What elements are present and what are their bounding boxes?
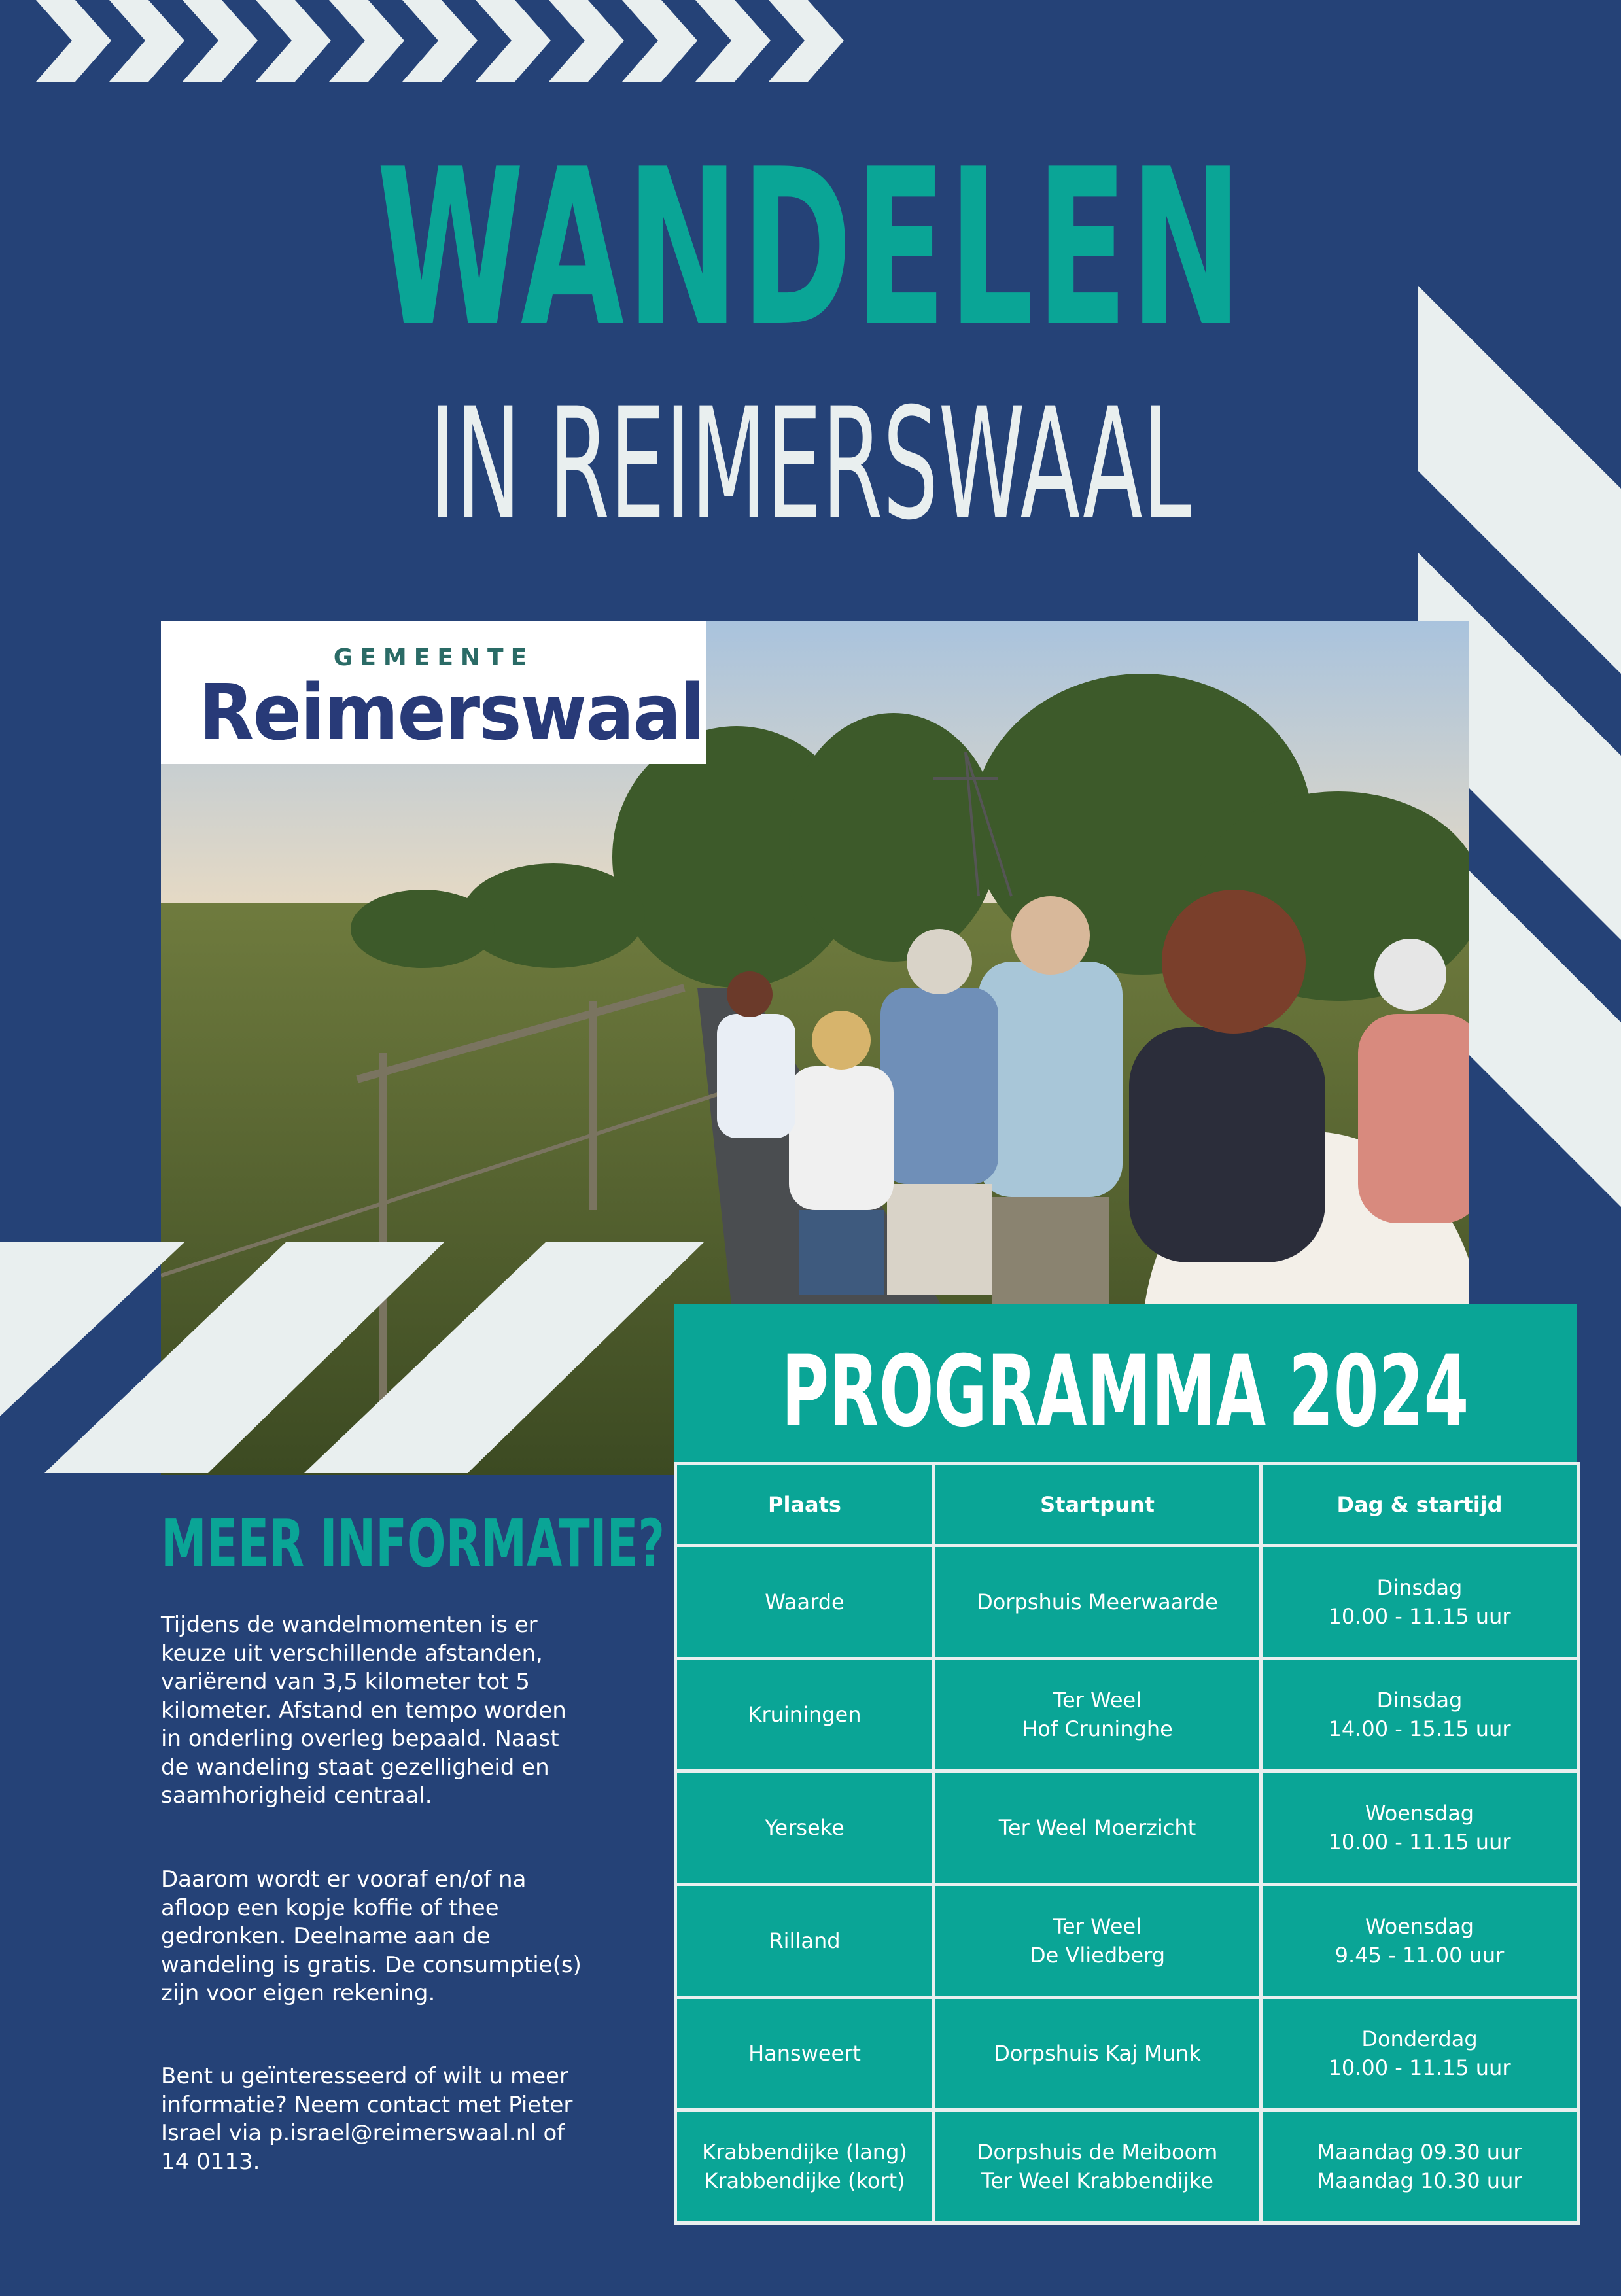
schedule-table <box>674 1462 1580 2225</box>
logo-small-text: GEMEENTE <box>333 644 534 671</box>
cell-dag-startijd: Woensdag 10.00 - 11.15 uur <box>1261 1771 1578 1885</box>
info-paragraph: Daarom wordt er vooraf en/of na afloop een kopje koffie of thee gedronken. Deelname aan de wandeling is gratis. De consumptie(s) zijn voor eigen rekening. <box>161 1866 582 2006</box>
table-row <box>676 1884 1578 1997</box>
table-row <box>676 1771 1578 1885</box>
table-row <box>676 2110 1578 2223</box>
cell-dag-startijd: Dinsdag 10.00 - 11.15 uur <box>1261 1546 1578 1659</box>
cell-dag-startijd: Woensdag 9.45 - 11.00 uur <box>1261 1884 1578 1997</box>
table-row <box>676 1658 1578 1771</box>
page-subtitle: IN REIMERSWAAL <box>429 375 1192 554</box>
cell-plaats: Kruiningen <box>676 1658 934 1771</box>
info-heading: MEER INFORMATIE? <box>161 1505 665 1582</box>
column-header-dag-startijd: Dag & startijd <box>1261 1464 1578 1546</box>
cell-startpunt: Ter Weel De Vliedberg <box>934 1884 1261 1997</box>
info-paragraph: Bent u geïnteresseerd of wilt u meer informatie? Neem contact met Pieter Israel via p.israel@reimerswaal.nl of 14 0113. <box>161 2063 573 2175</box>
programma-title: PROGRAMMA 2024 <box>781 1334 1469 1449</box>
table-header-row <box>676 1464 1578 1546</box>
page-title: WANDELEN <box>376 123 1245 374</box>
cell-startpunt: Ter Weel Hof Cruninghe <box>934 1658 1261 1771</box>
cell-dag-startijd: Donderdag 10.00 - 11.15 uur <box>1261 1997 1578 2110</box>
cell-startpunt: Ter Weel Moerzicht <box>934 1771 1261 1885</box>
cell-startpunt: Dorpshuis Meerwaarde <box>934 1546 1261 1659</box>
cell-dag-startijd: Maandag 09.30 uur Maandag 10.30 uur <box>1261 2110 1578 2223</box>
info-paragraph: Tijdens de wandelmomenten is er keuze uit verschillende afstanden, variërend van 3,5 kilometer tot 5 kilometer. Afstand en tempo worden in onderling overleg bepaald. Naast de wandeling staat gezelligheid en saamhorigheid centraal. <box>161 1612 566 1809</box>
cell-dag-startijd: Dinsdag 14.00 - 15.15 uur <box>1261 1658 1578 1771</box>
cell-plaats: Rilland <box>676 1884 934 1997</box>
cell-startpunt: Dorpshuis Kaj Munk <box>934 1997 1261 2110</box>
table-row <box>676 1546 1578 1659</box>
cell-plaats: Hansweert <box>676 1997 934 2110</box>
column-header-startpunt: Startpunt <box>934 1464 1261 1546</box>
cell-startpunt: Dorpshuis de Meiboom Ter Weel Krabbendijke <box>934 2110 1261 2223</box>
cell-plaats: Krabbendijke (lang) Krabbendijke (kort) <box>676 2110 934 2223</box>
cell-plaats: Yerseke <box>676 1771 934 1885</box>
column-header-plaats: Plaats <box>676 1464 934 1546</box>
cell-plaats: Waarde <box>676 1546 934 1659</box>
logo-name: Reimerswaal <box>199 667 704 757</box>
table-row <box>676 1997 1578 2110</box>
